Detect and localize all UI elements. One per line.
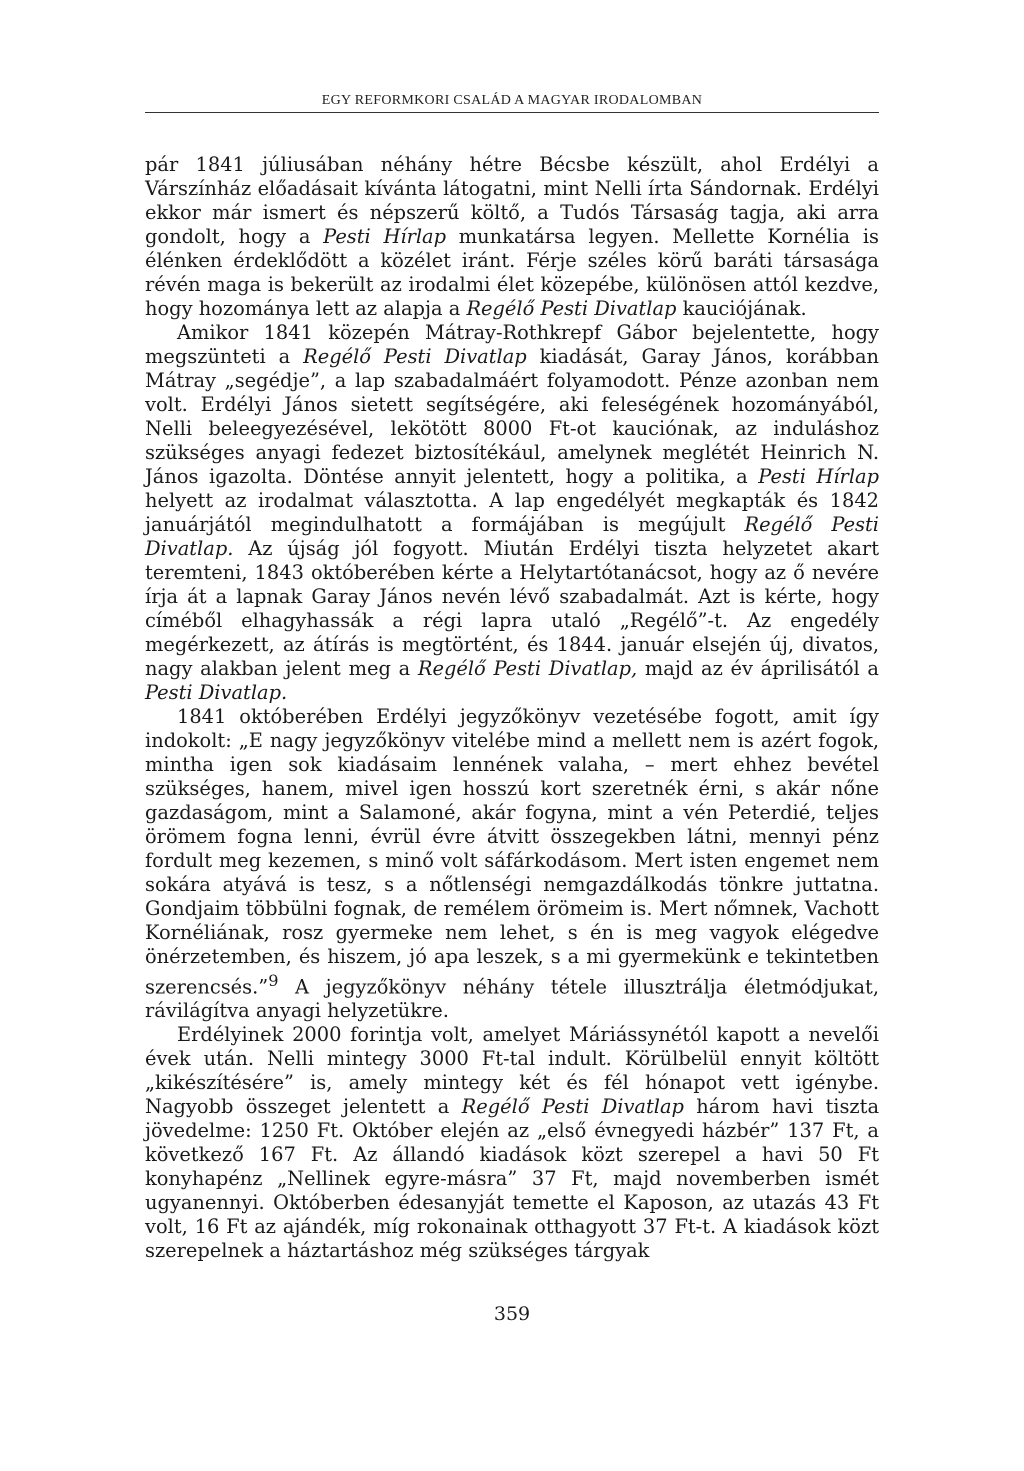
footnote-ref: 9: [268, 971, 279, 990]
paragraph: [145, 321, 879, 705]
page: [145, 92, 879, 1263]
text-run: Erdélyinek 2000 forintja volt, amelyet Máriássynétól kapott a nevelői évek után. Nelli mintegy 3000 Ft-tal indult. Körülbelül ennyit költött „kikészítésére” is, amely mintegy két és fél hónapot vett igénybe. Nagyobb összeget jelentett a: [145, 1023, 879, 1119]
text-run: kiadását, Garay János, korábban Mátray „segédje”, a lap szabadalmáért folyamodott. Pénze azonban nem volt. Erdélyi János sietett segítségére, aki feleségének hozományából, Nelli beleegyezésével, lekötött 8000 Ft-ot kauciónak, az induláshoz szükséges anyagi fedezet biztosítékául, amelynek meglétét Heinrich N. János igazolta. Döntése annyit jelentett, hogy a politika, a: [145, 345, 880, 488]
paragraph: [145, 705, 879, 1023]
italic-title: Pesti Hírlap: [758, 465, 879, 488]
text-run: kauciójának.: [676, 297, 807, 320]
text-run: 1841 októberében Erdélyi jegyzőkönyv vezetésébe fogott, amit így indokolt: „E nagy jegyzőkönyv vitelébe mind a mellett nem is azért fogok, mintha igen sok kiadásaim lennének valaha, – mert ehhez bevétel szükséges, hanem, mivel igen hosszú kort szeretnék érni, s akár nőne gazdaságom, mint a Salamoné, akár fogyna, mint a vén Peterdié, teljes örömem fogna lenni, évrül évre átvitt összegekben látni, mennyi pénz fordult meg kezemen, s minő volt sáfárkodásom. Mert isten engemet nem sokára atyává is tesz, s a nőtlenségi nemgazdálkodás tönkre juttatna. Gondjaim többülni fognak, de remélem örömeim is. Mert nőmnek, Vachott Kornéliának, rosz gyermeke nem lehet, s én is meg vagyok elégedve önérzetemben, és hiszem, jó apa leszek, s a mi gyermekünk e tekintetben szerencsés.”: [145, 705, 879, 999]
italic-title: Regélő Pesti Divatlap.: [145, 513, 880, 560]
text-run: munkatársa legyen. Mellette Kornélia is élénken érdeklődött a közélet iránt. Férje széles körű baráti társasága révén maga is bekerült az irodalmi élet közepébe, különösen attól kezdve, hogy hozománya lett az alapja a: [145, 225, 879, 320]
running-head: EGY REFORMKORI CSALÁD A MAGYAR IRODALOMBAN: [145, 92, 879, 113]
italic-title: Regélő Pesti Divatlap: [461, 1095, 684, 1119]
text-run: A jegyzőkönyv néhány tétele illusztrálja életmódjukat, rávilágítva anyagi helyzetükre.: [145, 975, 879, 1023]
italic-title: Regélő Pesti Divatlap,: [417, 657, 638, 680]
paragraph: [145, 1023, 879, 1263]
page-number: 359: [493, 1303, 531, 1325]
body-text: [145, 153, 879, 1263]
italic-title: Pesti Hírlap: [323, 225, 447, 248]
text-run: három havi tiszta jövedelme: 1250 Ft. Október elején az „első évnegyedi házbér” 137 Ft, a következő 167 Ft. Az állandó kiadások közt szerepel a havi 50 Ft konyhapénz „Nellinek egyre-másra” 37 Ft, majd novemberben ismét ugyanennyi. Októberben édesanyját temette el Kaposon, az utazás 43 Ft volt, 16 Ft az ajándék, míg rokonainak otthagyott 37 Ft-t. A kiadások közt szerepelnek a háztartáshoz még szükséges tárgyak: [145, 1095, 880, 1263]
italic-title: Regélő Pesti Divatlap: [303, 345, 527, 368]
text-run: pár 1841 júliusában néhány hétre Bécsbe készült, ahol Erdélyi a Várszínház előadásait kívánta látogatni, mint Nelli írta Sándornak. Erdélyi ekkor már ismert és népszerű költő, a Tudós Társaság tagja, aki arra gondolt, hogy a: [145, 153, 879, 248]
text-run: Amikor 1841 közepén Mátray-Rothkrepf Gábor bejelentette, hogy megszünteti a: [145, 321, 879, 368]
italic-title: Pesti Divatlap.: [145, 681, 288, 704]
text-run: majd az év áprilisától a: [637, 657, 879, 680]
text-run: helyett az irodalmat választotta. A lap engedélyét megkapták és 1842 januárjától megindulhatott a formájában is megújult: [145, 489, 879, 536]
text-run: Az újság jól fogyott. Miután Erdélyi tiszta helyzetet akart teremteni, 1843 októberében kérte a Helytartótanácsot, hogy az ő nevére írja át a lapnak Garay János nevén lévő szabadalmát. Azt is kérte, hogy címéből elhagyhassák a régi lapra utaló „Regélő”-t. Az engedély megérkezett, az átírás is megtörtént, és 1844. január elsején új, divatos, nagy alakban jelent meg a: [145, 537, 879, 680]
paragraph: [145, 153, 879, 321]
italic-title: Regélő Pesti Divatlap: [466, 297, 677, 320]
